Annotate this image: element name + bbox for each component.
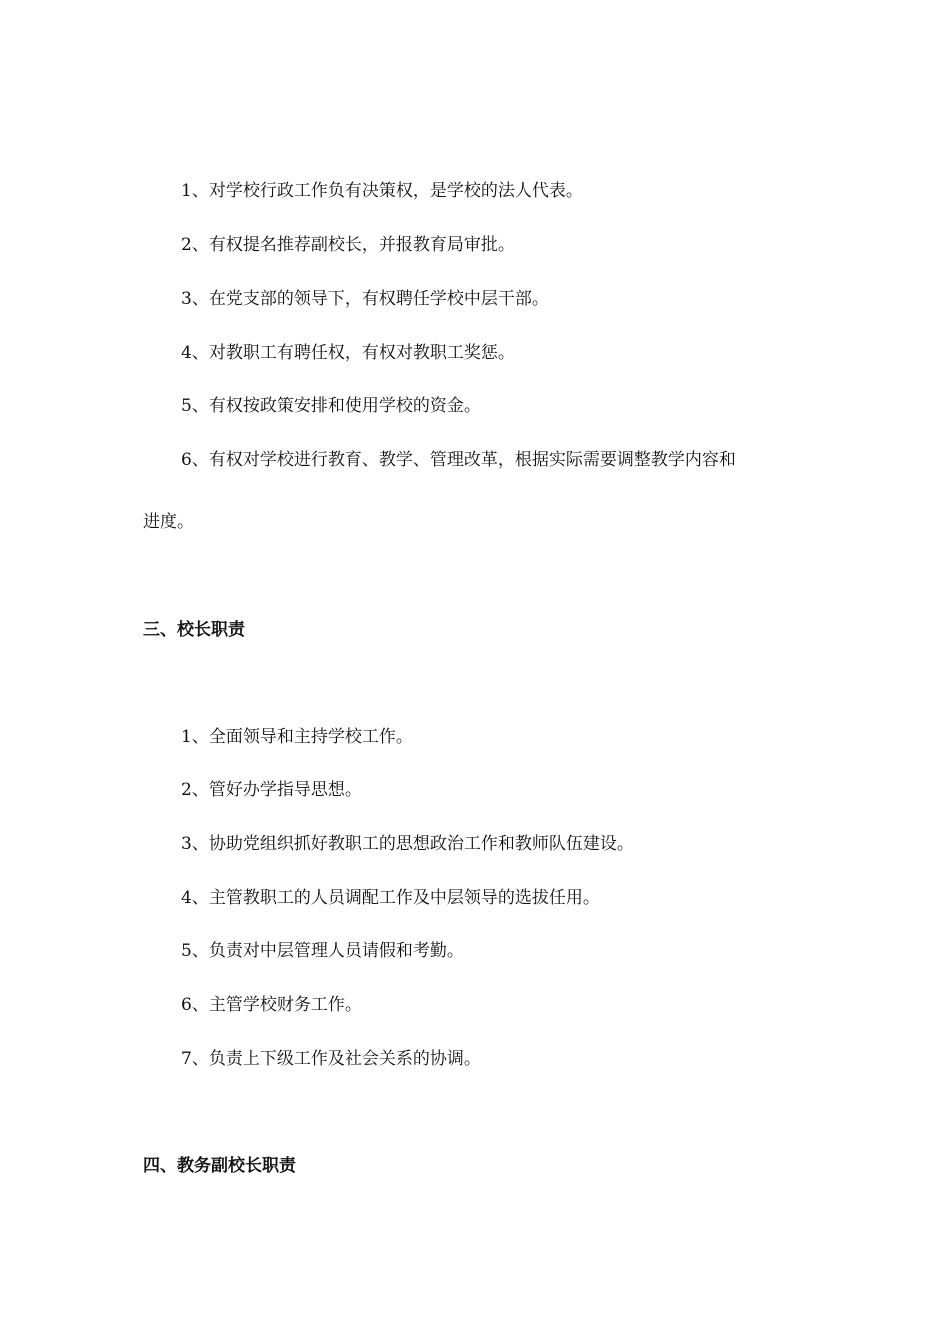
power-item-3: 3、在党支部的领导下，有权聘任学校中层干部。 [181,289,549,309]
power-item-6: 6、有权对学校进行教育、教学、管理改革，根据实际需要调整教学内容和 [181,450,736,470]
duty-item-7: 7、负责上下级工作及社会关系的协调。 [181,1049,481,1069]
duty-item-5: 5、负责对中层管理人员请假和考勤。 [181,941,464,961]
power-item-2: 2、有权提名推荐副校长，并报教育局审批。 [181,235,515,255]
power-item-4: 4、对教职工有聘任权，有权对教职工奖惩。 [181,343,515,363]
power-item-1: 1、对学校行政工作负有决策权，是学校的法人代表。 [181,181,583,201]
duty-item-6: 6、主管学校财务工作。 [181,995,362,1015]
duty-item-2: 2、管好办学指导思想。 [181,780,362,800]
duty-item-3: 3、协助党组织抓好教职工的思想政治工作和教师队伍建设。 [181,834,634,854]
power-item-6-continuation: 进度。 [143,512,194,532]
duty-item-4: 4、主管教职工的人员调配工作及中层领导的选拔任用。 [181,888,600,908]
power-item-5: 5、有权按政策安排和使用学校的资金。 [181,396,481,416]
section-heading-principal-duties: 三、校长职责 [143,620,245,640]
duty-item-1: 1、全面领导和主持学校工作。 [181,727,413,747]
section-heading-academic-vice-principal-duties: 四、教务副校长职责 [143,1156,296,1176]
